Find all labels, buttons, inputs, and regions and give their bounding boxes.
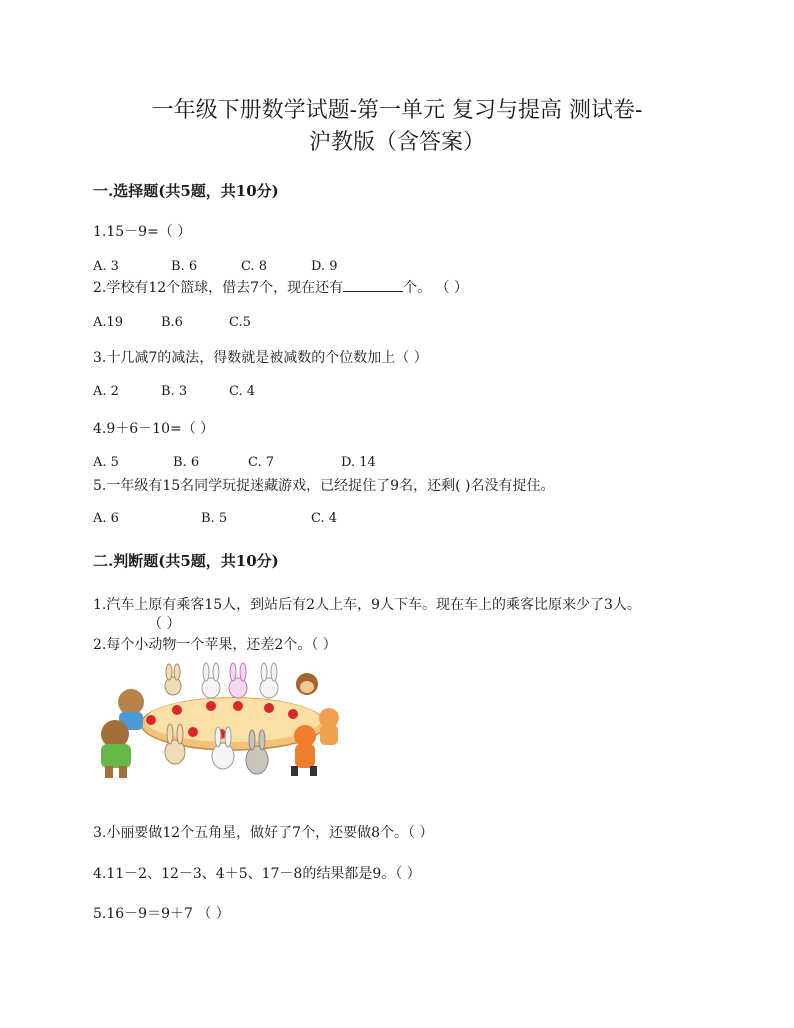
section2-heading: 二.判断题(共5题，共10分) xyxy=(93,552,279,570)
question-1-4: 4.9＋6－10=（ ） xyxy=(93,421,215,437)
question-2-1: 1.汽车上原有乘客15人，到站后有2人上车，9人下车。现在车上的乘客比原来少了3人。 xyxy=(93,597,641,613)
option-a: A.19 xyxy=(93,315,124,330)
question-2-2: 2.每个小动物一个苹果，还差2个。（ ） xyxy=(93,637,337,653)
option-b: B.6 xyxy=(161,315,183,330)
animals-at-table-illustration xyxy=(93,662,353,787)
question-1-2-text-before: 2.学校有12个篮球，借去7个，现在还有 xyxy=(93,280,344,296)
option-a: A. 2 xyxy=(93,384,119,399)
question-1-4-options xyxy=(93,455,376,470)
question-1-1-options xyxy=(93,259,338,274)
option-b: B. 5 xyxy=(201,511,228,526)
document-title-line2: 沪教版（含答案） xyxy=(308,130,485,155)
question-1-2 xyxy=(93,277,468,297)
option-c: C. 7 xyxy=(248,455,275,470)
option-d: D. 14 xyxy=(341,455,376,470)
option-a: A. 6 xyxy=(93,511,119,526)
question-2-5: 5.16－9＝9＋7 （ ） xyxy=(93,906,230,922)
question-2-3: 3.小丽要做12个五角星，做好了7个，还要做8个。（ ） xyxy=(93,825,434,841)
question-2-4: 4.11－2、12－3、4＋5、17－8的结果都是9。（ ） xyxy=(93,866,421,882)
option-a: A. 5 xyxy=(93,455,119,470)
option-c: C. 8 xyxy=(241,259,268,274)
question-1-3: 3.十几减7的减法，得数就是被减数的个位数加上（ ） xyxy=(93,350,428,366)
option-a: A. 3 xyxy=(93,259,119,274)
option-c: C. 4 xyxy=(229,384,256,399)
option-d: D. 9 xyxy=(311,259,338,274)
answer-blank xyxy=(343,279,403,292)
question-1-5: 5.一年级有15名同学玩捉迷藏游戏，已经捉住了9名，还剩( )名没有捉住。 xyxy=(93,478,555,494)
document-title-line1: 一年级下册数学试题-第一单元 复习与提高 测试卷- xyxy=(151,98,643,123)
question-1-3-options xyxy=(93,384,255,399)
option-c: C.5 xyxy=(229,315,251,330)
question-1-1: 1.15－9=（ ） xyxy=(93,224,192,240)
question-2-1-paren: （ ） xyxy=(148,616,181,632)
section1-heading: 一.选择题(共5题，共10分) xyxy=(93,182,279,200)
option-b: B. 6 xyxy=(171,259,198,274)
option-b: B. 3 xyxy=(161,384,188,399)
option-b: B. 6 xyxy=(173,455,200,470)
question-1-2-options xyxy=(93,315,251,330)
question-1-5-options xyxy=(93,511,337,526)
option-c: C. 4 xyxy=(311,511,338,526)
question-1-2-text-after: 个。 （ ） xyxy=(403,280,468,296)
